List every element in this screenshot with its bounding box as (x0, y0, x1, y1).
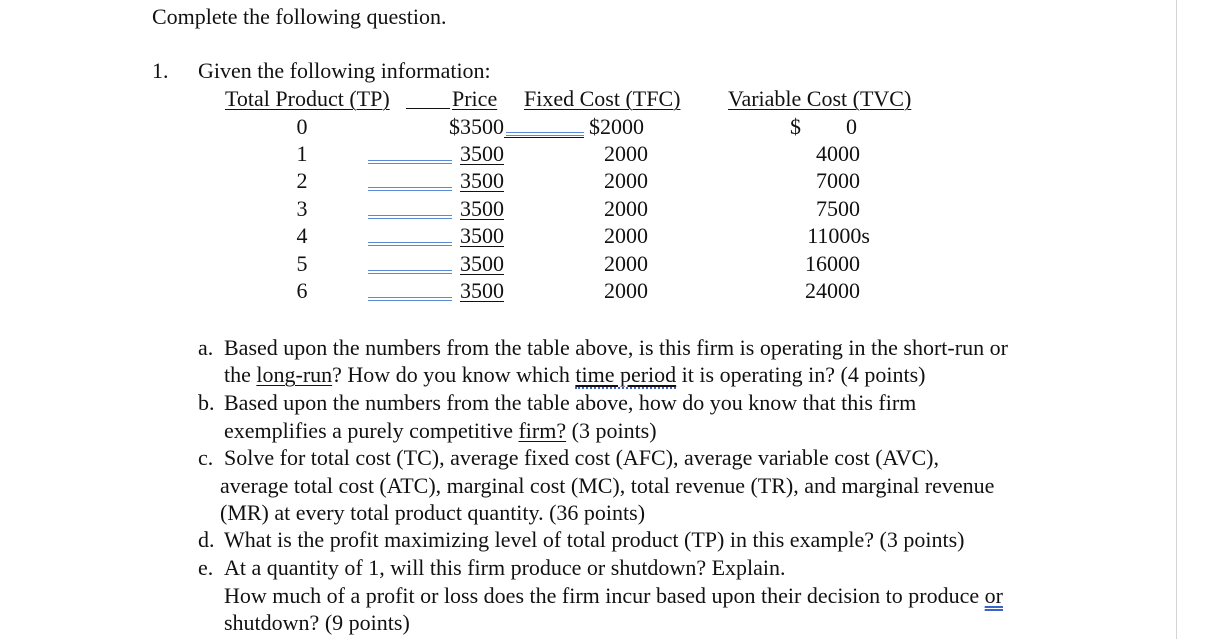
header-total-product: Total Product (TP) (225, 86, 390, 111)
instruction-text: Complete the following question. (152, 4, 447, 29)
row0-tfc: $2000 (589, 114, 644, 139)
row5-price: 3500 (460, 251, 504, 276)
question-e-line2: How much of a profit or loss does the firm incur based upon their decision to produce or (224, 583, 1003, 608)
firm-link: firm? (518, 418, 567, 443)
question-c-label: c. (198, 445, 214, 470)
question-number: 1. (152, 58, 169, 83)
row1-tvc: 4000 (816, 141, 860, 166)
question-e-line1: At a quantity of 1, will this firm produce or shutdown? Explain. (224, 555, 786, 580)
row3-tp: 3 (296, 196, 308, 221)
row6-tfc: 2000 (604, 278, 648, 303)
or-link: or (984, 583, 1003, 608)
question-b-label: b. (198, 390, 215, 415)
row3-tfc: 2000 (604, 196, 648, 221)
row0-tvc: 0 (846, 114, 857, 139)
question-b-line2: exemplifies a purely competitive firm? (3 points) (224, 418, 657, 443)
question-b-line1: Based upon the numbers from the table above, how do you know that this firm (224, 390, 917, 415)
row2-tfc: 2000 (604, 168, 648, 193)
row2-tvc: 7000 (816, 168, 860, 193)
long-run-link: long-run (256, 362, 333, 387)
row0-tfc-leader (506, 132, 584, 136)
row0-price-underline (504, 137, 584, 138)
row5-tfc: 2000 (604, 251, 648, 276)
row2-tp: 2 (296, 168, 308, 193)
row5-tvc: 16000 (805, 251, 860, 276)
page-right-edge (1176, 0, 1177, 639)
row4-price: 3500 (460, 223, 504, 248)
row1-tfc: 2000 (604, 141, 648, 166)
question-e-line3: shutdown? (9 points) (224, 610, 410, 635)
row2-price: 3500 (460, 168, 504, 193)
question-c-line1: Solve for total cost (TC), average fixed cost (AFC), average variable cost (AVC), (224, 445, 939, 470)
question-d-label: d. (198, 527, 215, 552)
row1-tp: 1 (296, 141, 308, 166)
question-c-line2: average total cost (ATC), marginal cost (MC), total revenue (TR), and marginal revenue (220, 473, 995, 498)
row6-tvc: 24000 (805, 278, 860, 303)
row6-price: 3500 (460, 278, 504, 303)
row3-price: 3500 (460, 196, 504, 221)
question-a-line2: the long-run? How do you know which time period it is operating in? (4 points) (224, 362, 926, 387)
question-a-line1: Based upon the numbers from the table above, is this firm is operating in the short-run or (224, 335, 1008, 360)
question-e-label: e. (198, 555, 214, 580)
row4-tfc: 2000 (604, 223, 648, 248)
row6-tp: 6 (296, 278, 308, 303)
row4-tp: 4 (296, 223, 308, 248)
header-price: Price (452, 86, 498, 111)
question-a-label: a. (198, 335, 214, 360)
row0-price: $3500 (449, 114, 504, 139)
row1-price: 3500 (460, 141, 504, 166)
question-d-line1: What is the profit maximizing level of total product (TP) in this example? (3 points) (224, 527, 965, 552)
time-period-link: time period (575, 362, 677, 387)
row4-tvc: 11000s (807, 223, 870, 248)
row3-tvc: 7500 (816, 196, 860, 221)
header-fixed-cost: Fixed Cost (TFC) (524, 86, 681, 111)
row0-tp: 0 (296, 114, 308, 139)
header-variable-cost: Variable Cost (TVC) (728, 86, 912, 111)
question-c-line3: (MR) at every total product quantity. (36 points) (220, 500, 646, 525)
question-intro: Given the following information: (198, 58, 491, 83)
header-tp-underline-gap (406, 108, 450, 109)
row5-tp: 5 (296, 251, 308, 276)
row0-tvc-currency: $ (790, 114, 801, 139)
